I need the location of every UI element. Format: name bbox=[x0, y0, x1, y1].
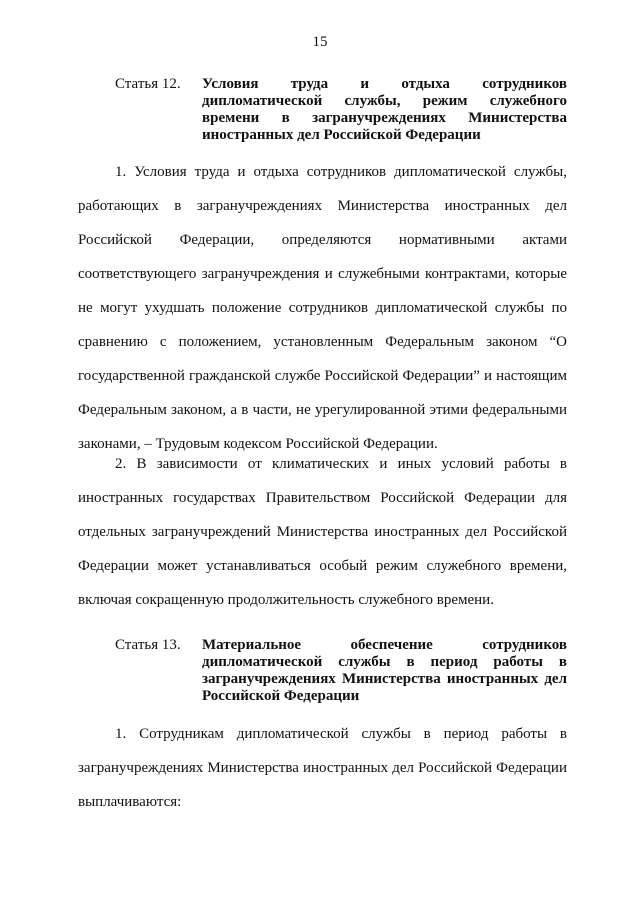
article-12-title: Условия труда и отдыха сотрудников дипломатической службы, режим служебного времени в загранучреждениях Министерства иностранных дел Российской Федерации bbox=[202, 76, 567, 143]
article-12-label: Статья 12. bbox=[115, 76, 181, 92]
article-12-heading bbox=[115, 76, 567, 144]
page-number: 15 bbox=[312, 34, 328, 50]
article-13-title: Материальное обеспечение сотрудников дипломатической службы в период работы в загранучреждениях Министерства иностранных дел Российской Федерации bbox=[202, 637, 567, 704]
article-13-paragraph-1: 1. Сотрудникам дипломатической службы в период работы в загранучреждениях Министерства иностранных дел Российской Федерации выплачиваются: bbox=[78, 726, 567, 810]
article-12-paragraph-1: 1. Условия труда и отдыха сотрудников дипломатической службы, работающих в загранучреждениях Министерства иностранных дел Российской Федерации, определяются нормативными актами соответствующего загранучреждения и служебными контрактами, которые не могут ухудшать положение сотрудников дипломатической службы по сравнению с положением, установленным Федеральным законом “О государственной гражданской службе Российской Федерации” и настоящим Федеральным законом, а в части, не урегулированной этими федеральными законами, – Трудовым кодексом Российской Федерации. bbox=[78, 164, 567, 452]
article-12-paragraph-2: 2. В зависимости от климатических и иных условий работы в иностранных государствах Правительством Российской Федерации для отдельных загранучреждений Министерства иностранных дел Российской Федерации может устанавливаться особый режим служебного времени, включая сокращенную продолжительность служебного времени. bbox=[78, 456, 567, 608]
article-13-label: Статья 13. bbox=[115, 637, 181, 653]
article-13-heading bbox=[115, 637, 567, 705]
